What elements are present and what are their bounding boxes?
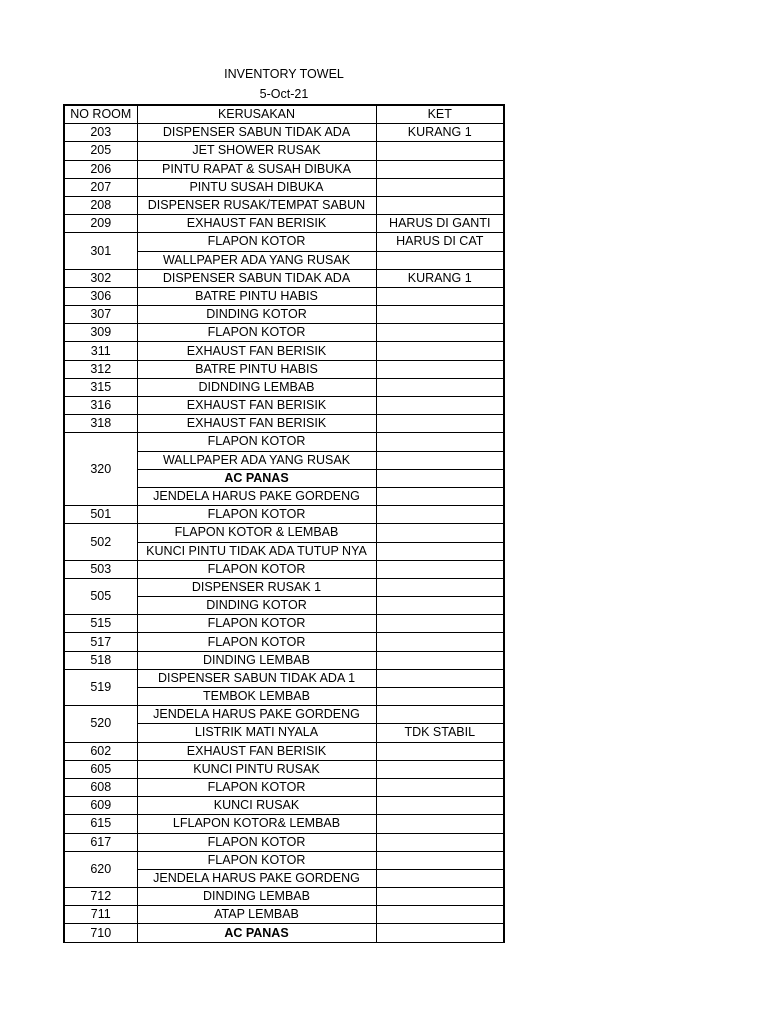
damage-description: PINTU SUSAH DIBUKA xyxy=(137,178,376,196)
document-title: INVENTORY TOWEL xyxy=(224,67,344,81)
damage-description: KUNCI RUSAK xyxy=(137,797,376,815)
room-number: 609 xyxy=(64,797,137,815)
damage-description: JET SHOWER RUSAK xyxy=(137,142,376,160)
remark xyxy=(376,578,504,596)
table-row xyxy=(64,633,504,651)
damage-description: DINDING LEMBAB xyxy=(137,888,376,906)
remark xyxy=(376,706,504,724)
room-number: 315 xyxy=(64,378,137,396)
table-row xyxy=(64,924,504,942)
remark xyxy=(376,888,504,906)
damage-description: JENDELA HARUS PAKE GORDENG xyxy=(137,869,376,887)
room-number: 309 xyxy=(64,324,137,342)
remark xyxy=(376,324,504,342)
remark: KURANG 1 xyxy=(376,269,504,287)
table-row xyxy=(64,360,504,378)
remark xyxy=(376,651,504,669)
damage-description: DINDING KOTOR xyxy=(137,306,376,324)
damage-description: LISTRIK MATI NYALA xyxy=(137,724,376,742)
remark xyxy=(376,906,504,924)
room-number: 301 xyxy=(64,233,137,269)
table-row xyxy=(64,615,504,633)
room-number: 316 xyxy=(64,397,137,415)
room-number: 710 xyxy=(64,924,137,942)
remark xyxy=(376,360,504,378)
table-row xyxy=(64,324,504,342)
remark xyxy=(376,342,504,360)
table-row xyxy=(64,760,504,778)
remark xyxy=(376,196,504,214)
damage-description: JENDELA HARUS PAKE GORDENG xyxy=(137,487,376,505)
room-number: 712 xyxy=(64,888,137,906)
remark xyxy=(376,469,504,487)
damage-description: AC PANAS xyxy=(137,469,376,487)
room-number: 608 xyxy=(64,778,137,796)
remark xyxy=(376,506,504,524)
room-number: 502 xyxy=(64,524,137,560)
damage-description: FLAPON KOTOR xyxy=(137,833,376,851)
room-number: 518 xyxy=(64,651,137,669)
remark xyxy=(376,487,504,505)
damage-description: DINDING KOTOR xyxy=(137,597,376,615)
room-number: 505 xyxy=(64,578,137,614)
damage-description: KUNCI PINTU RUSAK xyxy=(137,760,376,778)
remark: HARUS DI GANTI xyxy=(376,215,504,233)
header-kerusakan: KERUSAKAN xyxy=(137,105,376,124)
room-number: 306 xyxy=(64,287,137,305)
remark xyxy=(376,433,504,451)
damage-description: FLAPON KOTOR & LEMBAB xyxy=(137,524,376,542)
damage-description: FLAPON KOTOR xyxy=(137,633,376,651)
remark xyxy=(376,633,504,651)
room-number: 203 xyxy=(64,124,137,142)
damage-description: FLAPON KOTOR xyxy=(137,506,376,524)
remark xyxy=(376,524,504,542)
remark: KURANG 1 xyxy=(376,124,504,142)
damage-description: EXHAUST FAN BERISIK xyxy=(137,415,376,433)
remark xyxy=(376,742,504,760)
room-number: 208 xyxy=(64,196,137,214)
remark xyxy=(376,688,504,706)
damage-description: EXHAUST FAN BERISIK xyxy=(137,215,376,233)
room-number: 207 xyxy=(64,178,137,196)
remark xyxy=(376,287,504,305)
table-row xyxy=(64,669,504,687)
table-row xyxy=(64,397,504,415)
table-row xyxy=(64,233,504,251)
remark xyxy=(376,378,504,396)
remark xyxy=(376,415,504,433)
room-number: 302 xyxy=(64,269,137,287)
header-ket: KET xyxy=(376,105,504,124)
table-row xyxy=(64,506,504,524)
damage-description: ATAP LEMBAB xyxy=(137,906,376,924)
damage-description: FLAPON KOTOR xyxy=(137,778,376,796)
table-row xyxy=(64,269,504,287)
room-number: 520 xyxy=(64,706,137,742)
room-number: 711 xyxy=(64,906,137,924)
damage-description: FLAPON KOTOR xyxy=(137,615,376,633)
room-number: 617 xyxy=(64,833,137,851)
table-row xyxy=(64,178,504,196)
table-row xyxy=(64,287,504,305)
table-row xyxy=(64,196,504,214)
damage-table-body xyxy=(64,105,504,942)
document-date: 5-Oct-21 xyxy=(259,87,309,101)
room-number: 311 xyxy=(64,342,137,360)
table-row xyxy=(64,833,504,851)
remark xyxy=(376,160,504,178)
table-row xyxy=(64,906,504,924)
table-row xyxy=(64,815,504,833)
table-row xyxy=(64,706,504,724)
remark xyxy=(376,306,504,324)
damage-description: AC PANAS xyxy=(137,924,376,942)
table-row xyxy=(64,342,504,360)
table-row xyxy=(64,378,504,396)
room-number: 318 xyxy=(64,415,137,433)
damage-description: DINDING LEMBAB xyxy=(137,651,376,669)
room-number: 307 xyxy=(64,306,137,324)
table-row xyxy=(64,651,504,669)
remark xyxy=(376,542,504,560)
remark xyxy=(376,669,504,687)
table-row xyxy=(64,578,504,596)
remark xyxy=(376,924,504,942)
damage-description: FLAPON KOTOR xyxy=(137,324,376,342)
table-row xyxy=(64,560,504,578)
damage-description: FLAPON KOTOR xyxy=(137,433,376,451)
remark xyxy=(376,142,504,160)
room-number: 209 xyxy=(64,215,137,233)
room-number: 602 xyxy=(64,742,137,760)
damage-description: PINTU RAPAT & SUSAH DIBUKA xyxy=(137,160,376,178)
remark xyxy=(376,778,504,796)
remark xyxy=(376,797,504,815)
table-row xyxy=(64,778,504,796)
damage-description: EXHAUST FAN BERISIK xyxy=(137,742,376,760)
room-number: 605 xyxy=(64,760,137,778)
table-row xyxy=(64,851,504,869)
damage-description: DISPENSER RUSAK 1 xyxy=(137,578,376,596)
remark: TDK STABIL xyxy=(376,724,504,742)
damage-description: DISPENSER RUSAK/TEMPAT SABUN xyxy=(137,196,376,214)
damage-description: DISPENSER SABUN TIDAK ADA xyxy=(137,124,376,142)
damage-description: FLAPON KOTOR xyxy=(137,560,376,578)
header-row xyxy=(64,105,504,124)
room-number: 501 xyxy=(64,506,137,524)
remark xyxy=(376,815,504,833)
room-number: 517 xyxy=(64,633,137,651)
damage-description: JENDELA HARUS PAKE GORDENG xyxy=(137,706,376,724)
damage-description: BATRE PINTU HABIS xyxy=(137,287,376,305)
remark xyxy=(376,251,504,269)
damage-description: DISPENSER SABUN TIDAK ADA xyxy=(137,269,376,287)
damage-description: EXHAUST FAN BERISIK xyxy=(137,397,376,415)
damage-description: DIDNDING LEMBAB xyxy=(137,378,376,396)
remark xyxy=(376,397,504,415)
damage-description: LFLAPON KOTOR& LEMBAB xyxy=(137,815,376,833)
table-row xyxy=(64,415,504,433)
damage-description: EXHAUST FAN BERISIK xyxy=(137,342,376,360)
room-number: 519 xyxy=(64,669,137,705)
room-number: 615 xyxy=(64,815,137,833)
table-row xyxy=(64,142,504,160)
remark xyxy=(376,833,504,851)
table-row xyxy=(64,160,504,178)
room-number: 312 xyxy=(64,360,137,378)
table-row xyxy=(64,306,504,324)
header-no-room: NO ROOM xyxy=(64,105,137,124)
table-row xyxy=(64,742,504,760)
table-row xyxy=(64,124,504,142)
table-row xyxy=(64,215,504,233)
table-row xyxy=(64,524,504,542)
remark xyxy=(376,451,504,469)
damage-description: DISPENSER SABUN TIDAK ADA 1 xyxy=(137,669,376,687)
remark xyxy=(376,869,504,887)
remark: HARUS DI CAT xyxy=(376,233,504,251)
room-number: 515 xyxy=(64,615,137,633)
room-number: 206 xyxy=(64,160,137,178)
remark xyxy=(376,178,504,196)
remark xyxy=(376,560,504,578)
damage-description: TEMBOK LEMBAB xyxy=(137,688,376,706)
damage-description: WALLPAPER ADA YANG RUSAK xyxy=(137,251,376,269)
damage-description: FLAPON KOTOR xyxy=(137,851,376,869)
damage-description: WALLPAPER ADA YANG RUSAK xyxy=(137,451,376,469)
room-number: 503 xyxy=(64,560,137,578)
remark xyxy=(376,597,504,615)
damage-description: BATRE PINTU HABIS xyxy=(137,360,376,378)
table-row xyxy=(64,433,504,451)
room-number: 205 xyxy=(64,142,137,160)
table-row xyxy=(64,888,504,906)
damage-table xyxy=(63,104,505,943)
room-number: 620 xyxy=(64,851,137,887)
damage-description: KUNCI PINTU TIDAK ADA TUTUP NYA xyxy=(137,542,376,560)
room-number: 320 xyxy=(64,433,137,506)
damage-description: FLAPON KOTOR xyxy=(137,233,376,251)
remark xyxy=(376,615,504,633)
table-row xyxy=(64,797,504,815)
remark xyxy=(376,851,504,869)
remark xyxy=(376,760,504,778)
